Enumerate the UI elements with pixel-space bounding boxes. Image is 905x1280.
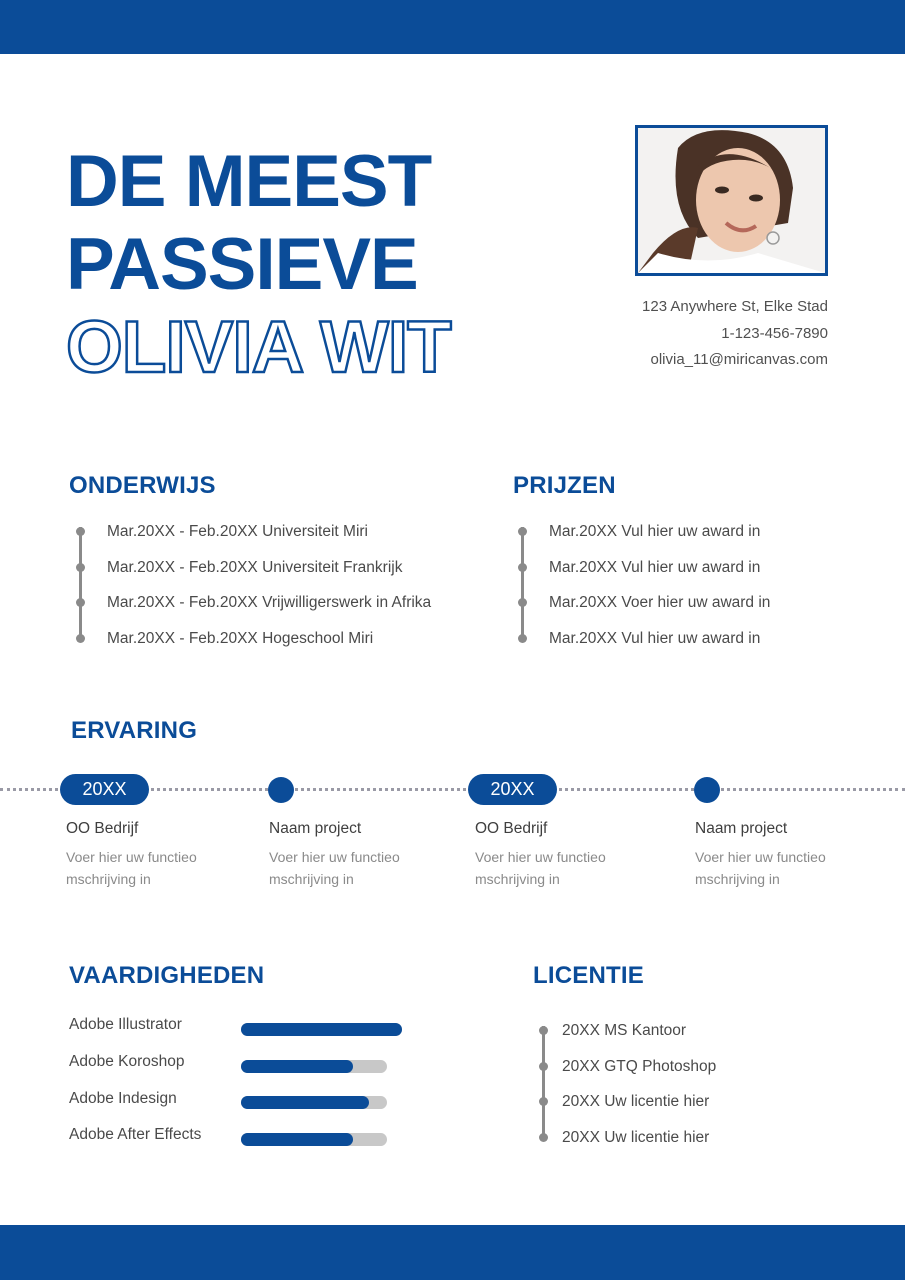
license-item: 20XX MS Kantoor bbox=[539, 1021, 839, 1057]
experience-entry bbox=[66, 820, 246, 890]
license-item: 20XX Uw licentie hier bbox=[539, 1092, 839, 1128]
experience-entry bbox=[475, 820, 655, 890]
headline-line-1: DE MEEST bbox=[66, 141, 432, 222]
bullet-dot-icon bbox=[76, 527, 85, 536]
bullet-dot-icon bbox=[539, 1062, 548, 1071]
license-item: 20XX GTQ Photoshop bbox=[539, 1057, 839, 1093]
experience-entry-desc: mschrijving in bbox=[269, 871, 354, 887]
education-title: ONDERWIJS bbox=[69, 472, 216, 499]
license-item: 20XX Uw licentie hier bbox=[539, 1128, 839, 1164]
bullet-dot-icon bbox=[518, 634, 527, 643]
award-item: Mar.20XX Voer hier uw award in bbox=[518, 593, 858, 629]
skill-bar-fill bbox=[241, 1060, 353, 1073]
bullet-dot-icon bbox=[76, 563, 85, 572]
experience-entry bbox=[695, 820, 875, 890]
experience-entry-desc: mschrijving in bbox=[66, 871, 151, 887]
education-item: Mar.20XX - Feb.20XX Universiteit Miri bbox=[76, 522, 476, 558]
award-item: Mar.20XX Vul hier uw award in bbox=[518, 629, 858, 665]
skill-bar-fill bbox=[241, 1096, 369, 1109]
contact-block bbox=[642, 294, 828, 374]
skills-title: VAARDIGHEDEN bbox=[69, 962, 265, 989]
skill-label: Adobe Illustrator bbox=[69, 1016, 182, 1033]
bullet-dot-icon bbox=[518, 598, 527, 607]
award-item: Mar.20XX Vul hier uw award in bbox=[518, 558, 858, 594]
portrait-image bbox=[638, 128, 825, 273]
education-list bbox=[76, 522, 476, 664]
experience-entry bbox=[269, 820, 449, 890]
skill-bar bbox=[241, 1023, 402, 1036]
timeline-dot-icon bbox=[694, 777, 720, 803]
education-item: Mar.20XX - Feb.20XX Hogeschool Miri bbox=[76, 629, 476, 665]
headline-line-2: PASSIEVE bbox=[66, 224, 418, 305]
experience-entry-title: Naam project bbox=[269, 820, 362, 837]
bullet-dot-icon bbox=[76, 598, 85, 607]
experience-entry-title: OO Bedrijf bbox=[66, 820, 139, 837]
awards-title: PRIJZEN bbox=[513, 472, 616, 499]
bullet-dot-icon bbox=[76, 634, 85, 643]
skill-bar-fill bbox=[241, 1133, 353, 1146]
bullet-dot-icon bbox=[539, 1097, 548, 1106]
experience-entry-title: OO Bedrijf bbox=[475, 820, 548, 837]
experience-entry-desc: mschrijving in bbox=[695, 871, 780, 887]
skill-label: Adobe Koroshop bbox=[69, 1053, 185, 1070]
year-pill: 20XX bbox=[60, 774, 149, 805]
skill-bar bbox=[241, 1060, 387, 1073]
experience-entry-desc: Voer hier uw functieo bbox=[269, 849, 400, 865]
bullet-dot-icon bbox=[539, 1133, 548, 1142]
year-pill: 20XX bbox=[468, 774, 557, 805]
awards-list bbox=[518, 522, 858, 664]
experience-entry-desc: Voer hier uw functieo bbox=[695, 849, 826, 865]
skill-bar bbox=[241, 1096, 387, 1109]
licenses-title: LICENTIE bbox=[533, 962, 644, 989]
skill-label: Adobe After Effects bbox=[69, 1126, 202, 1143]
bullet-dot-icon bbox=[518, 563, 527, 572]
contact-address: 123 Anywhere St, Elke Stad bbox=[642, 298, 828, 315]
experience-entry-title: Naam project bbox=[695, 820, 788, 837]
contact-email[interactable]: olivia_11@miricanvas.com bbox=[650, 351, 828, 368]
education-item: Mar.20XX - Feb.20XX Universiteit Frankrijk bbox=[76, 558, 476, 594]
award-item: Mar.20XX Vul hier uw award in bbox=[518, 522, 858, 558]
experience-entry-desc: mschrijving in bbox=[475, 871, 560, 887]
bottom-banner bbox=[0, 1225, 905, 1280]
contact-phone: 1-123-456-7890 bbox=[721, 324, 828, 342]
bullet-dot-icon bbox=[518, 527, 527, 536]
licenses-list bbox=[539, 1021, 839, 1163]
top-banner bbox=[0, 0, 905, 54]
headline bbox=[66, 140, 451, 389]
experience-entry-desc: Voer hier uw functieo bbox=[66, 849, 197, 865]
timeline-dot-icon bbox=[268, 777, 294, 803]
candidate-name: OLIVIA WIT bbox=[66, 307, 451, 388]
bullet-dot-icon bbox=[539, 1026, 548, 1035]
experience-entry-desc: Voer hier uw functieo bbox=[475, 849, 606, 865]
profile-photo bbox=[635, 125, 828, 276]
experience-title: ERVARING bbox=[71, 717, 198, 744]
skill-bar-fill bbox=[241, 1023, 402, 1036]
skill-bar bbox=[241, 1133, 387, 1146]
education-item: Mar.20XX - Feb.20XX Vrijwilligerswerk in Afrika bbox=[76, 593, 476, 629]
skill-label: Adobe Indesign bbox=[69, 1090, 177, 1107]
